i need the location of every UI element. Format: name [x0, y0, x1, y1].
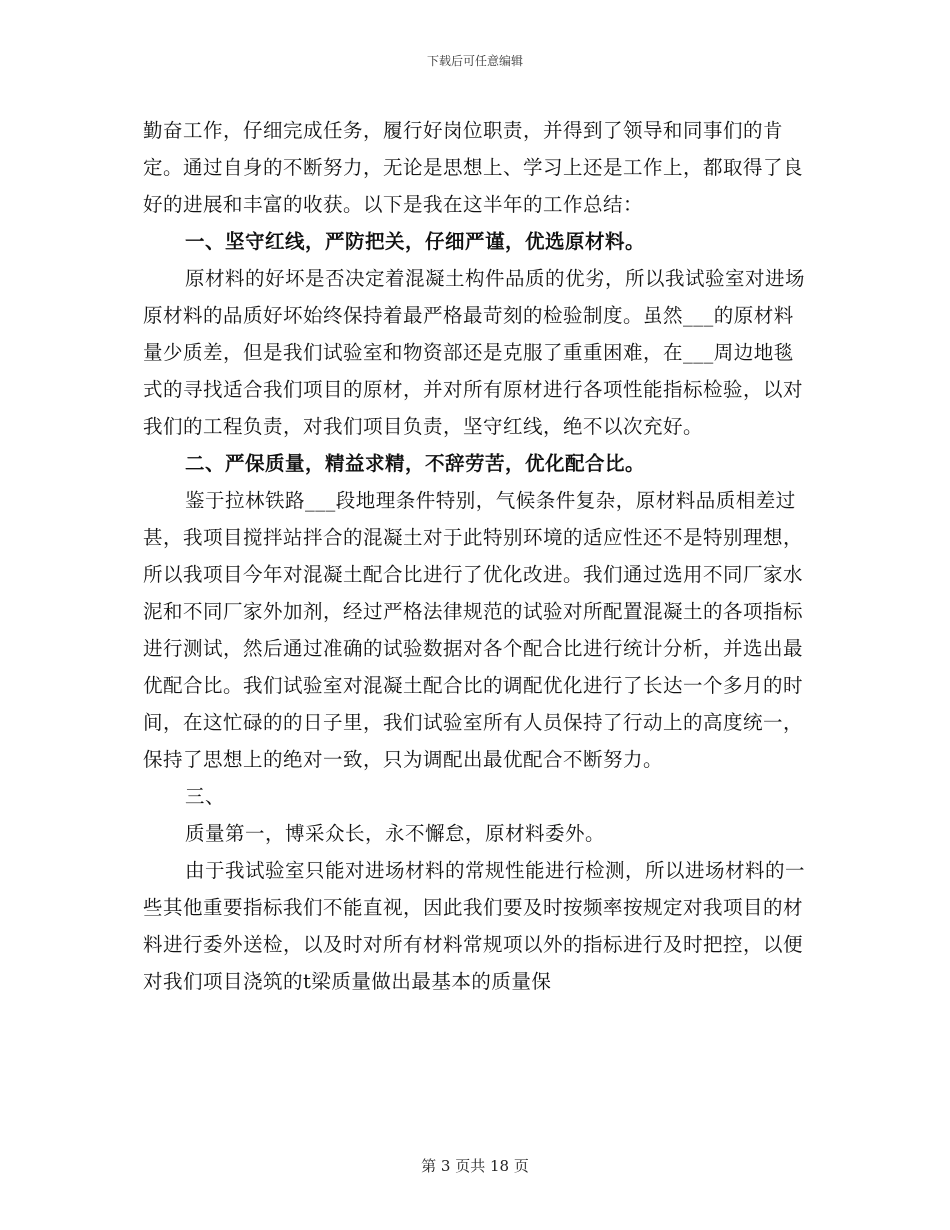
- section-2-heading: 二、严保质量，精益求精，不辞劳苦，优化配合比。: [185, 452, 646, 475]
- section-3-paragraph: 由于我试验室只能对进场材料的常规性能进行检测，所以进场材料的一些其他重要指标我们不能直视，因此我们要及时按频率按规定对我项目的材料进行委外送检，以及时对所有材料常规项以外的指标进行及时把控，以便对我们项目浇筑的t梁质量做出最基本的质量保: [143, 859, 806, 993]
- section-1-heading: 一、坚守红线，严防把关，仔细严谨，优选原材料。: [185, 230, 646, 253]
- intro-paragraph: 勤奋工作，仔细完成任务，履行好岗位职责，并得到了领导和同事们的肯定。通过自身的不断努力，无论是思想上、学习上还是工作上，都取得了良好的进展和丰富的收获。以下是我在这半年的工作总结：: [143, 119, 804, 216]
- document-body: [143, 112, 813, 1000]
- section-3-heading: 质量第一，博采众长，永不懈怠，原材料委外。: [185, 822, 606, 845]
- section-1-paragraph: 原材料的好坏是否决定着混凝土构件品质的优劣，所以我试验室对进场原材料的品质好坏始终保持着最严格最苛刻的检验制度。虽然___的原材料量少质差，但是我们试验室和物资部还是克服了重重困难，在___周边地毯式的寻找适合我们项目的原材，并对所有原材进行各项性能指标检验，以对我们的工程负责，对我们项目负责，坚守红线，绝不以次充好。: [143, 267, 806, 438]
- section-3-number: 三、: [185, 785, 226, 808]
- section-2-paragraph: 鉴于拉林铁路___段地理条件特别，气候条件复杂，原材料品质相差过甚，我项目搅拌站拌合的混凝土对于此特别环境的适应性还不是特别理想，所以我项目今年对混凝土配合比进行了优化改进。我们通过选用不同厂家水泥和不同厂家外加剂，经过严格法律规范的试验对所配置混凝土的各项指标进行测试，然后通过准确的试验数据对各个配合比进行统计分析，并选出最优配合比。我们试验室对混凝土配合比的调配优化进行了长达一个多月的时间，在这忙碌的的日子里，我们试验室所有人员保持了行动上的高度统一，保持了思想上的绝对一致，只为调配出最优配合不断努力。: [143, 489, 804, 771]
- page-number: 第 3 页共 18 页: [421, 1157, 529, 1175]
- header-note: 下载后可任意编辑: [426, 54, 523, 68]
